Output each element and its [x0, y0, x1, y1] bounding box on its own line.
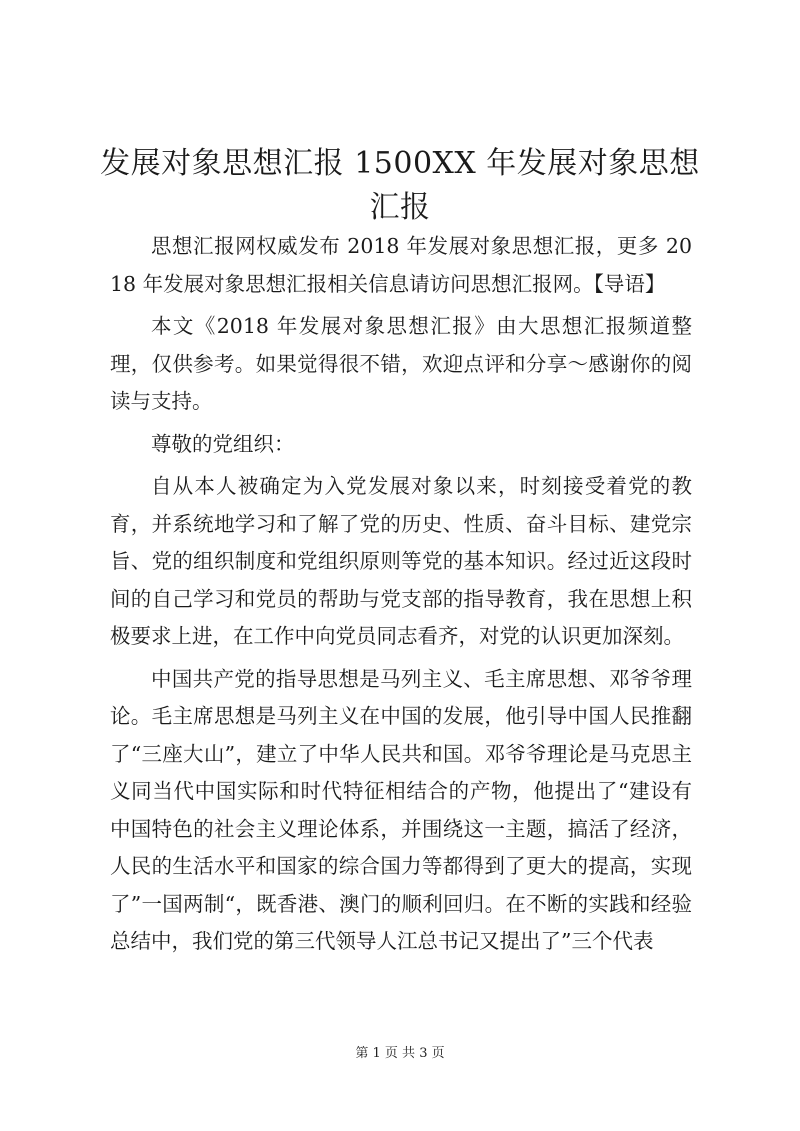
notice-paragraph: 本文《2018 年发展对象思想汇报》由大思想汇报频道整理，仅供参考。如果觉得很不错，欢迎点评和分享～感谢你的阅读与支持。 — [110, 314, 692, 413]
document-body — [110, 228, 692, 961]
body-paragraph: 中国共产党的指导思想是马列主义、毛主席思想、邓爷爷理论。毛主席思想是马列主义在中国的发展，他引导中国人民推翻了“三座大山”，建立了中华人民共和国。邓爷爷理论是马克思主义同当代中国实际和时代特征相结合的产物，他提出了“建设有中国特色的社会主义理论体系，并围绕这一主题，搞活了经济，人民的生活水平和国家的综合国力等都得到了更大的提高，实现了”一国两制“，既香港、澳门的顺利回归。在不断的实践和经验总结中，我们党的第三代领导人江总书记又提出了”三个代表 — [110, 666, 692, 953]
intro-paragraph: 思想汇报网权威发布 2018 年发展对象思想汇报，更多 2018 年发展对象思想汇报相关信息请访问思想汇报网。【导语】 — [110, 234, 692, 296]
document-title: 发展对象思想汇报 1500XX 年发展对象思想汇报 — [100, 146, 700, 225]
body-paragraph: 自从本人被确定为入党发展对象以来，时刻接受着党的教育，并系统地学习和了解了党的历史、性质、奋斗目标、建党宗旨、党的组织制度和党组织原则等党的基本知识。经过近这段时间的自己学习和党员的帮助与党支部的指导教育，我在思想上积极要求上进，在工作中向党员同志看齐，对党的认识更加深刻。 — [110, 474, 692, 648]
page-footer: 第 1 页 共 3 页 — [355, 1046, 445, 1061]
salutation: 尊敬的党组织： — [151, 431, 295, 456]
